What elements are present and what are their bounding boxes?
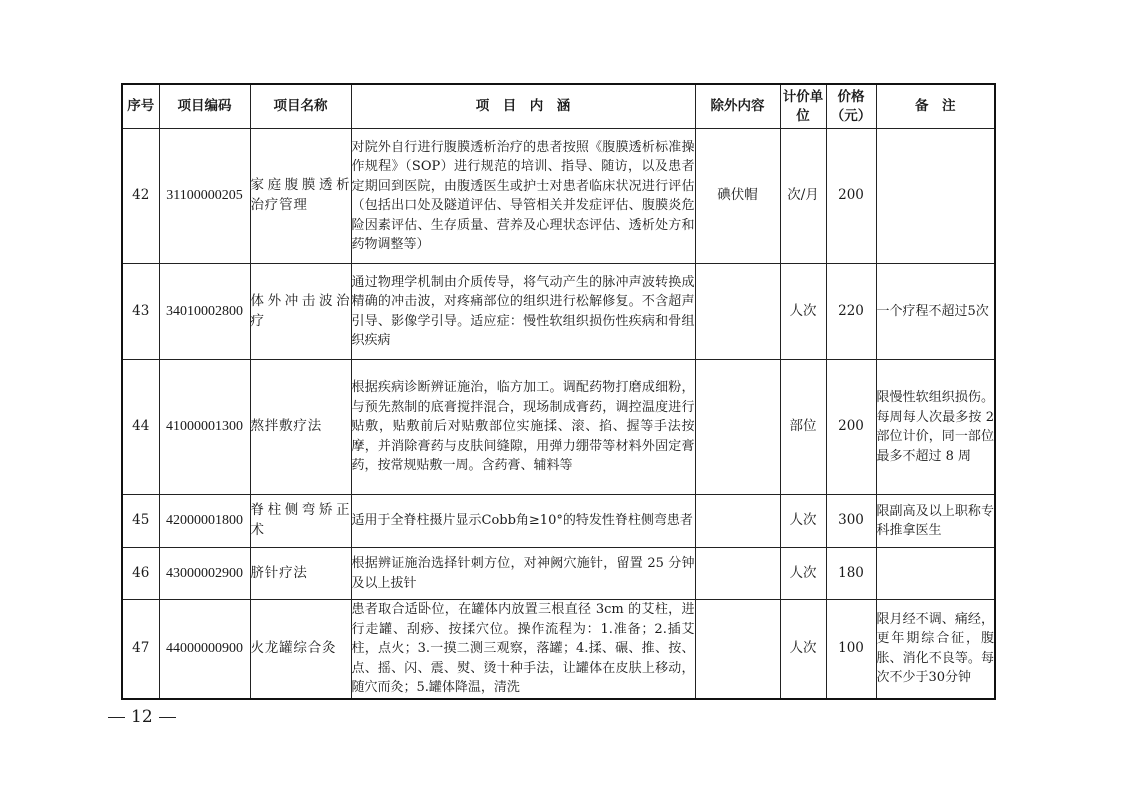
row-content: 适用于全脊柱摄片显示Cobb角≥10°的特发性脊柱侧弯患者 [351,495,695,548]
row-unit: 部位 [780,360,826,495]
header-excluded: 除外内容 [695,84,780,129]
row-price: 180 [826,548,876,600]
table-row [122,129,995,264]
row-name: 脐针疗法 [250,548,351,600]
row-unit: 人次 [780,495,826,548]
row-name: 体外冲击波治疗 [250,264,351,360]
row-price: 200 [826,360,876,495]
row-seq: 43 [122,264,159,360]
row-seq: 42 [122,129,159,264]
table-row [122,264,995,360]
row-note: 限慢性软组织损伤。每周每人次最多按 2 部位计价，同一部位最多不超过 8 周 [876,360,995,495]
row-code: 42000001800 [159,495,250,548]
row-unit: 人次 [780,600,826,699]
row-name: 火龙罐综合灸 [250,600,351,699]
row-excluded: 碘伏帽 [695,129,780,264]
row-code: 31100000205 [159,129,250,264]
header-name: 项目名称 [250,84,351,129]
row-code: 41000001300 [159,360,250,495]
row-excluded [695,548,780,600]
table-row [122,360,995,495]
header-code: 项目编码 [159,84,250,129]
header-unit: 计价单位 [780,84,826,129]
page-number-value: 12 [131,707,153,727]
row-name: 脊柱侧弯矫正术 [250,495,351,548]
page-number [102,707,182,727]
page-number-dash-left [108,717,125,719]
row-price: 200 [826,129,876,264]
row-excluded [695,495,780,548]
row-name: 家庭腹膜透析治疗管理 [250,129,351,264]
row-code: 34010002800 [159,264,250,360]
header-note: 备 注 [876,84,995,129]
header-content: 项 目 内 涵 [351,84,695,129]
row-content: 根据辨证施治选择针刺方位，对神阙穴施针，留置 25 分钟及以上拔针 [351,548,695,600]
row-price: 100 [826,600,876,699]
row-content: 根据疾病诊断辨证施治，临方加工。调配药物打磨成细粉，与预先熬制的底膏搅拌混合，现场制成膏药，调控温度进行贴敷，贴敷前后对贴敷部位实施揉、滚、掐、握等手法按摩，并消除膏药与皮肤间缝隙，用弹力绷带等材料外固定膏药，按常规贴敷一周。含药膏、辅料等 [351,360,695,495]
row-seq: 46 [122,548,159,600]
row-name: 熬拌敷疗法 [250,360,351,495]
row-note [876,129,995,264]
header-price: 价格（元） [826,84,876,129]
table-row [122,495,995,548]
row-unit: 人次 [780,548,826,600]
row-content: 患者取合适卧位，在罐体内放置三根直径 3cm 的艾柱，进行走罐、刮痧、按揉穴位。操作流程为：1.准备；2.插艾柱，点火；3.一摸二测三观察，落罐；4.揉、碾、推、按、点、摇、闪、震、熨、烫十种手法，让罐体在皮肤上移动，随穴而灸；5.罐体降温，清洗 [351,600,695,699]
row-excluded [695,360,780,495]
row-seq: 45 [122,495,159,548]
table-header-row [122,84,995,129]
table-row [122,600,995,699]
page-number-dash-right [159,717,176,719]
row-note: 限月经不调、痛经，更年期综合征，腹胀、消化不良等。每次不少于30分钟 [876,600,995,699]
row-excluded [695,600,780,699]
row-unit: 人次 [780,264,826,360]
table-row [122,548,995,600]
row-note: 一个疗程不超过5次 [876,264,995,360]
row-content: 通过物理学机制由介质传导，将气动产生的脉冲声波转换成精确的冲击波，对疼痛部位的组织进行松解修复。不含超声引导、影像学引导。适应症：慢性软组织损伤性疾病和骨组织疾病 [351,264,695,360]
row-excluded [695,264,780,360]
row-content: 对院外自行进行腹膜透析治疗的患者按照《腹膜透析标准操作规程》（SOP）进行规范的培训、指导、随访，以及患者定期回到医院，由腹透医生或护士对患者临床状况进行评估（包括出口处及隧道评估、导管相关并发症评估、腹膜炎危险因素评估、生存质量、营养及心理状态评估、透析处方和药物调整等） [351,129,695,264]
row-note [876,548,995,600]
row-seq: 44 [122,360,159,495]
header-seq: 序号 [122,84,159,129]
pricing-table [121,83,996,700]
row-price: 300 [826,495,876,548]
row-price: 220 [826,264,876,360]
row-code: 44000000900 [159,600,250,699]
row-note: 限副高及以上职称专科推拿医生 [876,495,995,548]
row-code: 43000002900 [159,548,250,600]
row-unit: 次/月 [780,129,826,264]
row-seq: 47 [122,600,159,699]
